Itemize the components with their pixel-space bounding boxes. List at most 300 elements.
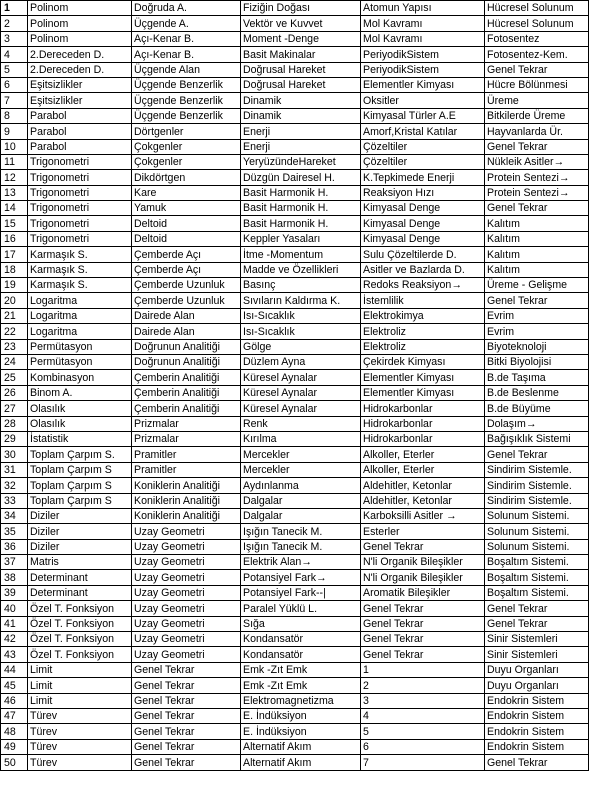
math-cell: Binom A. [28,385,132,400]
geometry-cell: Dairede Alan [132,308,241,323]
physics-cell: Dinamik [241,108,361,123]
geometry-cell: Kare [132,185,241,200]
math-cell: Trigonometri [28,154,132,169]
biology-cell: Genel Tekrar [485,447,589,462]
biology-cell: Protein Sentezi→ [485,185,589,200]
chemistry-cell: Alkoller, Eterler [361,462,485,477]
geometry-cell: Üçgende Benzerlik [132,77,241,92]
geometry-cell: Çemberde Açı [132,247,241,262]
geometry-cell: Prizmalar [132,416,241,431]
chemistry-cell: N'li Organik Bileşikler [361,570,485,585]
geometry-cell: Koniklerin Analitiği [132,508,241,523]
biology-cell: Hücre Bölünmesi [485,77,589,92]
math-cell: Özel T. Fonksiyon [28,616,132,631]
chemistry-cell: K.Tepkimede Enerji [361,170,485,185]
table-row [1,724,589,739]
biology-cell: Genel Tekrar [485,601,589,616]
row-number-cell: 15 [1,216,28,231]
geometry-cell: Uzay Geometri [132,585,241,600]
geometry-cell: Genel Tekrar [132,678,241,693]
physics-cell: Emk -Zıt Emk [241,662,361,677]
table-row [1,739,589,754]
geometry-cell: Dikdörtgen [132,170,241,185]
chemistry-cell: İstemlilik [361,293,485,308]
chemistry-cell: 5 [361,724,485,739]
chemistry-cell: Elektroliz [361,324,485,339]
chemistry-cell: 2 [361,678,485,693]
row-number-cell: 11 [1,154,28,169]
table-row [1,508,589,523]
table-row [1,77,589,92]
math-cell: Permütasyon [28,339,132,354]
chemistry-cell: Mol Kavramı [361,16,485,31]
physics-cell: Sıvıların Kaldırma K. [241,293,361,308]
geometry-cell: Genel Tekrar [132,708,241,723]
physics-cell: YeryüzündeHareket [241,154,361,169]
chemistry-cell: Genel Tekrar [361,601,485,616]
math-cell: Toplam Çarpım S. [28,447,132,462]
geometry-cell: Uzay Geometri [132,570,241,585]
geometry-cell: Dairede Alan [132,324,241,339]
chemistry-cell: 3 [361,693,485,708]
math-cell: Türev [28,755,132,770]
physics-cell: Keppler Yasaları [241,231,361,246]
table-row [1,139,589,154]
biology-cell: Bağışıklık Sistemi [485,431,589,446]
geometry-cell: Çemberin Analitiği [132,401,241,416]
row-number-cell: 32 [1,478,28,493]
biology-cell: Üreme [485,93,589,108]
math-cell: İstatistik [28,431,132,446]
table-row [1,524,589,539]
chemistry-cell: PeriyodikSistem [361,47,485,62]
biology-cell: Kalıtım [485,262,589,277]
physics-cell: Paralel Yüklü L. [241,601,361,616]
row-number-cell: 28 [1,416,28,431]
table-row [1,216,589,231]
row-number-cell: 50 [1,755,28,770]
row-number-cell: 22 [1,324,28,339]
table-row [1,601,589,616]
geometry-cell: Genel Tekrar [132,739,241,754]
geometry-cell: Yamuk [132,201,241,216]
chemistry-cell: PeriyodikSistem [361,62,485,77]
biology-cell: Boşaltım Sistemi. [485,585,589,600]
geometry-cell: Pramitler [132,462,241,477]
row-number-cell: 35 [1,524,28,539]
physics-cell: Vektör ve Kuvvet [241,16,361,31]
biology-cell: Sinir Sistemleri [485,647,589,662]
row-number-cell: 49 [1,739,28,754]
chemistry-cell: Hidrokarbonlar [361,431,485,446]
row-number-cell: 27 [1,401,28,416]
physics-cell: Küresel Aynalar [241,401,361,416]
geometry-cell: Çokgenler [132,139,241,154]
biology-cell: Genel Tekrar [485,139,589,154]
row-number-cell: 33 [1,493,28,508]
row-number-cell: 31 [1,462,28,477]
biology-cell: Dolaşım→ [485,416,589,431]
biology-cell: Genel Tekrar [485,62,589,77]
row-number-cell: 2 [1,16,28,31]
biology-cell: Fotosentez [485,31,589,46]
row-number-cell: 24 [1,354,28,369]
physics-cell: Basınç [241,278,361,293]
math-cell: Karmaşık S. [28,247,132,262]
table-row [1,678,589,693]
row-number-cell: 1 [1,1,28,16]
biology-cell: Endokrin Sistem [485,724,589,739]
biology-cell: Endokrin Sistem [485,708,589,723]
math-cell: Polinom [28,16,132,31]
biology-cell: Genel Tekrar [485,293,589,308]
chemistry-cell: Reaksiyon Hızı [361,185,485,200]
row-number-cell: 13 [1,185,28,200]
chemistry-cell: Genel Tekrar [361,539,485,554]
biology-cell: Endokrin Sistem [485,693,589,708]
math-cell: Karmaşık S. [28,278,132,293]
physics-cell: Elektrik Alan→ [241,555,361,570]
math-cell: Trigonometri [28,216,132,231]
table-row [1,708,589,723]
biology-cell: Solunum Sistemi. [485,539,589,554]
table-row [1,616,589,631]
table-row [1,293,589,308]
table-row [1,1,589,16]
chemistry-cell: Çözeltiler [361,154,485,169]
math-cell: Polinom [28,31,132,46]
row-number-cell: 3 [1,31,28,46]
row-number-cell: 37 [1,555,28,570]
row-number-cell: 16 [1,231,28,246]
table-row [1,108,589,123]
math-cell: Toplam Çarpım S [28,493,132,508]
chemistry-cell: Çekirdek Kimyası [361,354,485,369]
physics-cell: Küresel Aynalar [241,385,361,400]
chemistry-cell: Elementler Kimyası [361,77,485,92]
biology-cell: Fotosentez-Kem. [485,47,589,62]
physics-cell: Enerji [241,139,361,154]
math-cell: Eşitsizlikler [28,93,132,108]
biology-cell: Sinir Sistemleri [485,632,589,647]
chemistry-cell: Alkoller, Eterler [361,447,485,462]
math-cell: Logaritma [28,324,132,339]
physics-cell: Dalgalar [241,493,361,508]
row-number-cell: 21 [1,308,28,323]
physics-cell: Emk -Zıt Emk [241,678,361,693]
biology-cell: Solunum Sistemi. [485,508,589,523]
table-row [1,478,589,493]
physics-cell: Işığın Tanecik M. [241,524,361,539]
physics-cell: Kırılma [241,431,361,446]
math-cell: Diziler [28,539,132,554]
math-cell: Determinant [28,585,132,600]
biology-cell: Genel Tekrar [485,616,589,631]
biology-cell: Boşaltım Sistemi. [485,555,589,570]
chemistry-cell: Hidrokarbonlar [361,416,485,431]
row-number-cell: 4 [1,47,28,62]
physics-cell: Isı-Sıcaklık [241,324,361,339]
physics-cell: Dalgalar [241,508,361,523]
biology-cell: Protein Sentezi→ [485,170,589,185]
physics-cell: Kondansatör [241,632,361,647]
physics-cell: Doğrusal Hareket [241,77,361,92]
row-number-cell: 45 [1,678,28,693]
geometry-cell: Üçgende Alan [132,62,241,77]
math-cell: Limit [28,662,132,677]
geometry-cell: Üçgende A. [132,16,241,31]
biology-cell: Duyu Organları [485,678,589,693]
table-row [1,447,589,462]
geometry-cell: Uzay Geometri [132,632,241,647]
chemistry-cell: Kimyasal Türler A.E [361,108,485,123]
chemistry-cell: 4 [361,708,485,723]
biology-cell: B.de Beslenme [485,385,589,400]
biology-cell: Sindirim Sistemle. [485,478,589,493]
physics-cell: Alternatif Akım [241,755,361,770]
table-row [1,278,589,293]
row-number-cell: 7 [1,93,28,108]
chemistry-cell: Elementler Kimyası [361,385,485,400]
physics-cell: Basit Harmonik H. [241,185,361,200]
row-number-cell: 34 [1,508,28,523]
row-number-cell: 43 [1,647,28,662]
physics-cell: E. İndüksiyon [241,708,361,723]
table-row [1,401,589,416]
biology-cell: Sindirim Sistemle. [485,493,589,508]
biology-cell: Hücresel Solunum [485,16,589,31]
physics-cell: Küresel Aynalar [241,370,361,385]
geometry-cell: Uzay Geometri [132,555,241,570]
math-cell: Permütasyon [28,354,132,369]
math-cell: 2.Dereceden D. [28,47,132,62]
chemistry-cell: Elektrokimya [361,308,485,323]
table-row [1,370,589,385]
geometry-cell: Üçgende Benzerlik [132,93,241,108]
math-cell: Toplam Çarpım S [28,462,132,477]
table-row [1,16,589,31]
row-number-cell: 12 [1,170,28,185]
table-body [1,1,589,771]
physics-cell: Düzgün Dairesel H. [241,170,361,185]
physics-cell: Moment -Denge [241,31,361,46]
physics-cell: Potansiyel Fark--| [241,585,361,600]
chemistry-cell: Çözeltiler [361,139,485,154]
geometry-cell: Çemberin Analitiği [132,385,241,400]
biology-cell: Nükleik Asitler→ [485,154,589,169]
chemistry-cell: Oksitler [361,93,485,108]
biology-cell: Biyoteknoloji [485,339,589,354]
chemistry-cell: Sulu Çözeltilerde D. [361,247,485,262]
row-number-cell: 40 [1,601,28,616]
biology-cell: Kalıtım [485,216,589,231]
row-number-cell: 38 [1,570,28,585]
chemistry-cell: Esterler [361,524,485,539]
chemistry-cell: Genel Tekrar [361,647,485,662]
chemistry-cell: Atomun Yapısı [361,1,485,16]
geometry-cell: Koniklerin Analitiği [132,493,241,508]
biology-cell: B.de Büyüme [485,401,589,416]
physics-cell: Elektromagnetizma [241,693,361,708]
geometry-cell: Çemberde Açı [132,262,241,277]
geometry-cell: Deltoid [132,216,241,231]
table-row [1,93,589,108]
row-number-cell: 30 [1,447,28,462]
table-row [1,431,589,446]
physics-cell: Potansiyel Fark→ [241,570,361,585]
math-cell: Türev [28,739,132,754]
math-cell: Diziler [28,508,132,523]
row-number-cell: 36 [1,539,28,554]
physics-cell: Basit Harmonik H. [241,216,361,231]
math-cell: Matris [28,555,132,570]
row-number-cell: 17 [1,247,28,262]
chemistry-cell: Kimyasal Denge [361,216,485,231]
table-row [1,47,589,62]
row-number-cell: 10 [1,139,28,154]
row-number-cell: 9 [1,124,28,139]
math-cell: Trigonometri [28,170,132,185]
chemistry-cell: Amorf,Kristal Katılar [361,124,485,139]
math-cell: Olasılık [28,401,132,416]
row-number-cell: 20 [1,293,28,308]
row-number-cell: 46 [1,693,28,708]
biology-cell: Solunum Sistemi. [485,524,589,539]
math-cell: Toplam Çarpım S [28,478,132,493]
geometry-cell: Açı-Kenar B. [132,47,241,62]
row-number-cell: 47 [1,708,28,723]
geometry-cell: Prizmalar [132,431,241,446]
math-cell: Parabol [28,139,132,154]
biology-cell: Hayvanlarda Ür. [485,124,589,139]
physics-cell: Basit Makinalar [241,47,361,62]
math-cell: Trigonometri [28,201,132,216]
chemistry-cell: Hidrokarbonlar [361,401,485,416]
row-number-cell: 18 [1,262,28,277]
biology-cell: Endokrin Sistem [485,739,589,754]
table-row [1,231,589,246]
geometry-cell: Uzay Geometri [132,601,241,616]
physics-cell: Madde ve Özellikleri [241,262,361,277]
math-cell: Trigonometri [28,231,132,246]
physics-cell: Düzlem Ayna [241,354,361,369]
math-cell: Parabol [28,124,132,139]
geometry-cell: Çemberin Analitiği [132,370,241,385]
table-row [1,539,589,554]
table-row [1,493,589,508]
chemistry-cell: Genel Tekrar [361,632,485,647]
row-number-cell: 42 [1,632,28,647]
physics-cell: E. İndüksiyon [241,724,361,739]
row-number-cell: 8 [1,108,28,123]
table-row [1,385,589,400]
geometry-cell: Genel Tekrar [132,662,241,677]
physics-cell: Dinamik [241,93,361,108]
geometry-cell: Genel Tekrar [132,755,241,770]
biology-cell: Genel Tekrar [485,201,589,216]
row-number-cell: 29 [1,431,28,446]
math-cell: 2.Dereceden D. [28,62,132,77]
math-cell: Determinant [28,570,132,585]
geometry-cell: Uzay Geometri [132,524,241,539]
physics-cell: Isı-Sıcaklık [241,308,361,323]
row-number-cell: 25 [1,370,28,385]
chemistry-cell: Mol Kavramı [361,31,485,46]
biology-cell: Sindirim Sistemle. [485,462,589,477]
table-row [1,124,589,139]
table-row [1,154,589,169]
biology-cell: Evrim [485,324,589,339]
row-number-cell: 14 [1,201,28,216]
row-number-cell: 6 [1,77,28,92]
chemistry-cell: Redoks Reaksiyon→ [361,278,485,293]
row-number-cell: 41 [1,616,28,631]
table-row [1,62,589,77]
table-row [1,662,589,677]
table-row [1,416,589,431]
physics-cell: Işığın Tanecik M. [241,539,361,554]
geometry-cell: Çemberde Uzunluk [132,278,241,293]
geometry-cell: Genel Tekrar [132,693,241,708]
geometry-cell: Açı-Kenar B. [132,31,241,46]
chemistry-cell: Kimyasal Denge [361,231,485,246]
math-cell: Logaritma [28,308,132,323]
row-number-cell: 48 [1,724,28,739]
physics-cell: Doğrusal Hareket [241,62,361,77]
physics-cell: Mercekler [241,462,361,477]
table-row [1,647,589,662]
physics-cell: Aydınlanma [241,478,361,493]
row-number-cell: 23 [1,339,28,354]
math-cell: Özel T. Fonksiyon [28,601,132,616]
biology-cell: Üreme - Gelişme [485,278,589,293]
table-row [1,201,589,216]
table-row [1,462,589,477]
biology-cell: Bitki Biyolojisi [485,354,589,369]
chemistry-cell: Aromatik Bileşikler [361,585,485,600]
biology-cell: Bitkilerde Üreme [485,108,589,123]
geometry-cell: Genel Tekrar [132,724,241,739]
math-cell: Polinom [28,1,132,16]
math-cell: Eşitsizlikler [28,77,132,92]
row-number-cell: 26 [1,385,28,400]
geometry-cell: Doğruda A. [132,1,241,16]
chemistry-cell: Genel Tekrar [361,616,485,631]
biology-cell: B.de Taşıma [485,370,589,385]
geometry-cell: Çokgenler [132,154,241,169]
geometry-cell: Pramitler [132,447,241,462]
table-row [1,755,589,770]
biology-cell: Evrim [485,308,589,323]
geometry-cell: Dörtgenler [132,124,241,139]
row-number-cell: 5 [1,62,28,77]
table-row [1,339,589,354]
chemistry-cell: 1 [361,662,485,677]
chemistry-cell: Aldehitler, Ketonlar [361,493,485,508]
geometry-cell: Koniklerin Analitiği [132,478,241,493]
geometry-cell: Doğrunun Analitiği [132,354,241,369]
table-row [1,354,589,369]
physics-cell: Kondansatör [241,647,361,662]
math-cell: Olasılık [28,416,132,431]
table-row [1,170,589,185]
geometry-cell: Uzay Geometri [132,616,241,631]
biology-cell: Boşaltım Sistemi. [485,570,589,585]
math-cell: Kombinasyon [28,370,132,385]
row-number-cell: 39 [1,585,28,600]
biology-cell: Genel Tekrar [485,755,589,770]
math-cell: Karmaşık S. [28,262,132,277]
